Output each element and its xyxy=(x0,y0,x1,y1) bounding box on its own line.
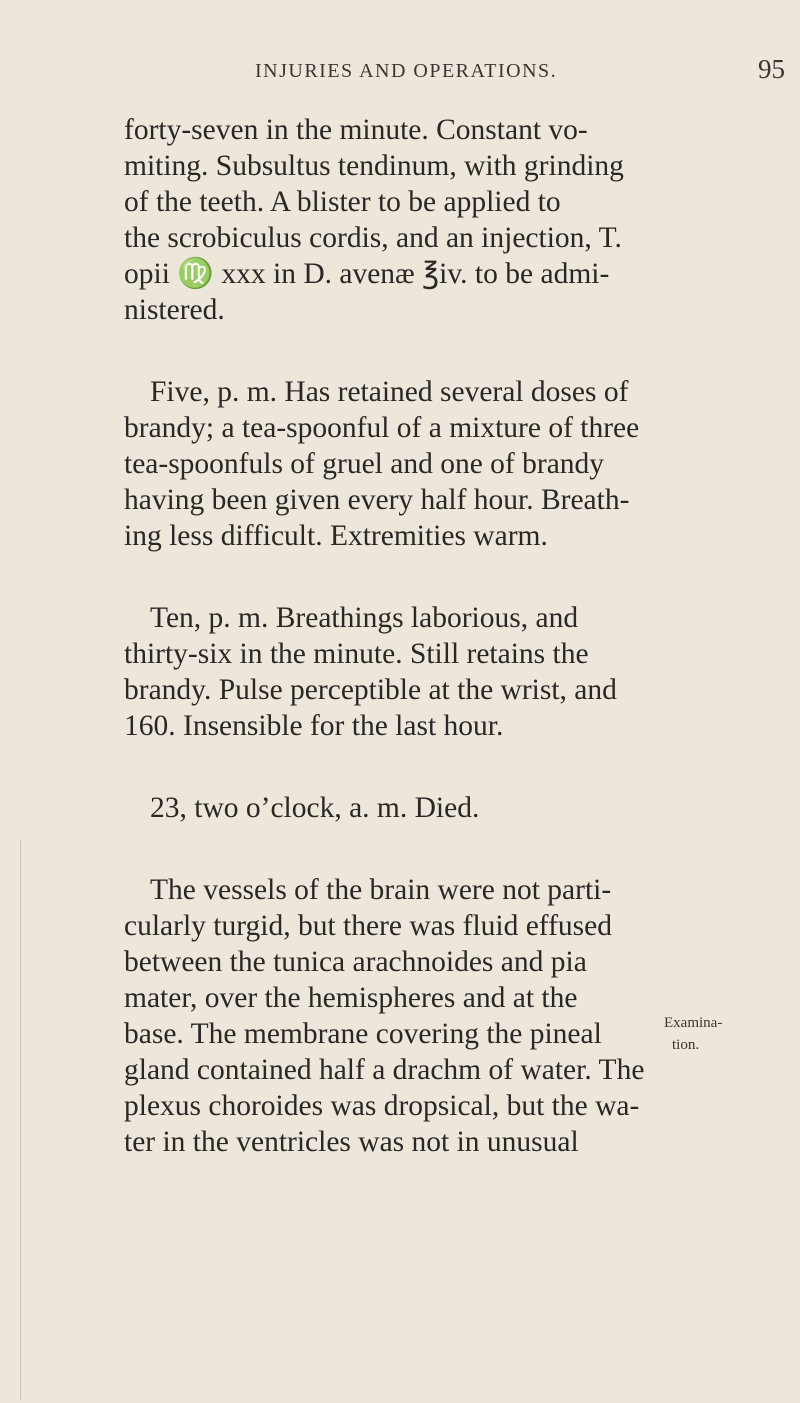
text-line: miting. Subsultus tendinum, with grinding xyxy=(124,150,624,182)
paragraph xyxy=(124,374,644,554)
marginal-note xyxy=(664,1012,794,1056)
text-line: forty-seven in the minute. Constant vo- xyxy=(124,114,588,146)
text-line: Ten, p. m. Breathings laborious, and xyxy=(150,602,579,634)
text-line: of the teeth. A blister to be applied to xyxy=(124,186,561,218)
text-line: tea-spoonfuls of gruel and one of brandy xyxy=(124,448,605,480)
text-line: ing less difficult. Extremities warm. xyxy=(124,520,548,552)
marginal-note-line: tion. xyxy=(672,1037,700,1053)
text-line: ter in the ventricles was not in unusual xyxy=(124,1126,579,1158)
text-line: brandy; a tea-spoonful of a mixture of three xyxy=(124,412,640,444)
text-line: brandy. Pulse perceptible at the wrist, and xyxy=(124,674,617,706)
text-line: cularly turgid, but there was fluid effused xyxy=(124,910,612,942)
text-line: mater, over the hemispheres and at the xyxy=(124,982,578,1014)
text-line: 23, two o’clock, a. m. Died. xyxy=(150,792,480,824)
marginal-note-line: Examina- xyxy=(664,1015,723,1031)
text-line: the scrobiculus cordis, and an injection, T. xyxy=(124,222,622,254)
text-line: gland contained half a drachm of water. The xyxy=(124,1054,645,1086)
text-line: base. The membrane covering the pineal xyxy=(124,1018,602,1050)
page-number: 95 xyxy=(758,54,785,84)
running-head xyxy=(0,52,800,92)
paragraph xyxy=(124,600,644,744)
text-line: plexus choroides was dropsical, but the wa- xyxy=(124,1090,640,1122)
text-line: Five, p. m. Has retained several doses of xyxy=(150,376,629,408)
paragraph xyxy=(124,872,644,1160)
text-line: nistered. xyxy=(124,294,225,326)
text-line: having been given every half hour. Breath- xyxy=(124,484,630,516)
binding-edge xyxy=(20,840,21,1400)
running-title: INJURIES AND OPERATIONS. xyxy=(255,60,558,82)
text-line: opii ♍ xxx in D. avenæ ℥iv. to be admi- xyxy=(124,258,610,290)
text-line: The vessels of the brain were not parti- xyxy=(150,874,612,906)
text-line: between the tunica arachnoides and pia xyxy=(124,946,587,978)
body-text xyxy=(124,112,644,1160)
text-line: 160. Insensible for the last hour. xyxy=(124,710,504,742)
paragraph xyxy=(124,112,644,328)
text-line: thirty-six in the minute. Still retains the xyxy=(124,638,589,670)
paragraph xyxy=(124,790,644,826)
